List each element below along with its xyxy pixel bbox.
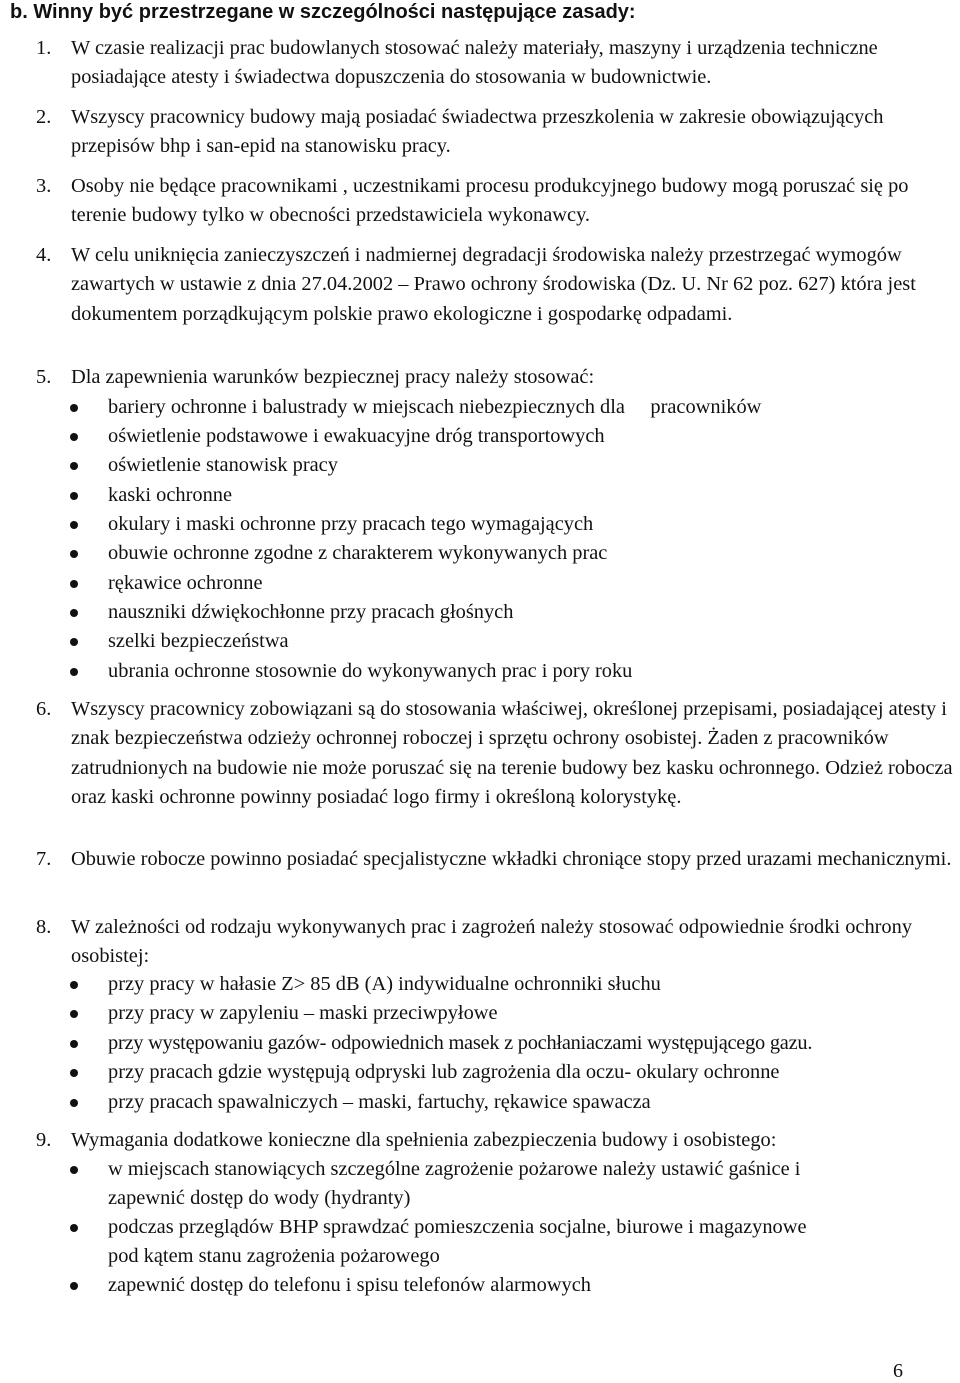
item-text: Obuwie robocze powinno posiadać specjalistyczne wkładki chroniące stopy przed urazami mechanicznymi.	[71, 848, 952, 870]
list-item-9	[36, 1126, 956, 1155]
item-text: Osoby nie będące pracownikami , uczestnikami procesu produkcyjnego budowy mogą poruszać się po terenie budowy tylko w obecności przedstawiciela wykonawcy.	[71, 175, 909, 227]
bullet-item	[70, 999, 956, 1028]
bullet-text: w miejscach stanowiących szczególne zagrożenie pożarowe należy ustawić gaśnice i zapewnić dostęp do wody (hydranty)	[108, 1158, 801, 1210]
bullet-dot-icon	[70, 404, 78, 412]
bullet-dot-icon	[70, 981, 78, 989]
item-number: 5.	[36, 366, 52, 388]
bullet-dot-icon	[70, 462, 78, 470]
item-text: W zależności od rodzaju wykonywanych prac i zagrożeń należy stosować odpowiednie środki ochrony osobistej:	[71, 916, 913, 968]
bullet-text: oświetlenie podstawowe i ewakuacyjne dróg transportowych	[108, 425, 605, 447]
bullet-dot-icon	[70, 580, 78, 588]
bullet-text: rękawice ochronne	[108, 572, 263, 594]
bullet-dot-icon	[70, 550, 78, 558]
item-text: Wszyscy pracownicy budowy mają posiadać świadectwa przeszkolenia w zakresie obowiązujących przepisów bhp i san-epid na stanowisku pracy.	[71, 106, 884, 158]
bullet-text: przy pracach gdzie występują odpryski lub zagrożenia dla oczu- okulary ochronne	[108, 1061, 780, 1083]
bullet-dot-icon	[70, 1040, 78, 1048]
bullet-text: podczas przeglądów BHP sprawdzać pomieszczenia socjalne, biurowe i magazynowe pod kątem stanu zagrożenia pożarowego	[108, 1216, 807, 1268]
item-number: 6.	[36, 698, 52, 720]
item-text: Wymagania dodatkowe konieczne dla spełnienia zabezpieczenia budowy i osobistego:	[71, 1129, 777, 1151]
list-item-6	[36, 695, 956, 812]
bullet-item	[70, 627, 956, 656]
bullet-text: zapewnić dostęp do telefonu i spisu telefonów alarmowych	[108, 1274, 592, 1296]
bullet-dot-icon	[70, 521, 78, 529]
bullet-dot-icon	[70, 1224, 78, 1232]
bullet-dot-icon	[70, 638, 78, 646]
item-number: 3.	[36, 175, 52, 197]
bullet-text: nauszniki dźwiękochłonne przy pracach głośnych	[108, 601, 514, 623]
item-text: Dla zapewnienia warunków bezpiecznej pracy należy stosować:	[71, 366, 595, 388]
bullet-text: szelki bezpieczeństwa	[108, 630, 289, 652]
bullet-item	[70, 539, 956, 568]
list-item-2	[36, 103, 956, 162]
bullet-item	[70, 510, 956, 539]
bullet-item	[70, 598, 956, 627]
bullet-text: obuwie ochronne zgodne z charakterem wykonywanych prac	[108, 542, 608, 564]
item-number: 4.	[36, 244, 52, 266]
bullet-item	[70, 1029, 956, 1058]
bullet-item	[70, 970, 956, 999]
bullet-item	[70, 1271, 956, 1300]
list-item-3	[36, 172, 956, 231]
item-text: Wszyscy pracownicy zobowiązani są do stosowania właściwej, określonej przepisami, posiadającej atesty i znak bezpieczeństwa odzieży ochronnej roboczej i sprzętu ochrony osobistej. Żaden z pracowników zatrudnionych na budowie nie może poruszać się na terenie budowy bez kasku ochronnego. Odzież robocza oraz kaski ochronne powinny posiadać logo firmy i określoną kolorystykę.	[71, 698, 953, 808]
page-number: 6	[893, 1360, 903, 1382]
bullet-text: ubrania ochronne stosownie do wykonywanych prac i pory roku	[108, 660, 633, 682]
section-heading: b. Winny być przestrzegane w szczególności następujące zasady:	[10, 1, 636, 23]
bullet-item	[70, 1088, 956, 1117]
bullet-text: przy występowaniu gazów- odpowiednich masek z pochłaniaczami występującego gazu.	[108, 1032, 813, 1054]
list-item-4	[36, 241, 956, 329]
bullet-text: oświetlenie stanowisk pracy	[108, 454, 338, 476]
bullet-text: okulary i maski ochronne przy pracach tego wymagających	[108, 513, 594, 535]
bullet-item	[70, 422, 956, 451]
bullet-dot-icon	[70, 492, 78, 500]
bullet-text: kaski ochronne	[108, 484, 233, 506]
item-number: 2.	[36, 106, 52, 128]
bullet-dot-icon	[70, 1010, 78, 1018]
bullet-item	[70, 657, 956, 686]
list-item-5	[36, 363, 956, 392]
bullet-dot-icon	[70, 609, 78, 617]
bullet-text: przy pracach spawalniczych – maski, fartuchy, rękawice spawacza	[108, 1091, 651, 1113]
item-text: W czasie realizacji prac budowlanych stosować należy materiały, maszyny i urządzenia techniczne posiadające atesty i świadectwa dopuszczenia do stosowania w budownictwie.	[71, 37, 878, 89]
item-text: W celu uniknięcia zanieczyszczeń i nadmiernej degradacji środowiska należy przestrzegać wymogów zawartych w ustawie z dnia 27.04.2002 – Prawo ochrony środowiska (Dz. U. Nr 62 poz. 627) która jest dokumentem porządkującym polskie prawo ekologiczne i gospodarkę odpadami.	[71, 244, 916, 325]
bullet-dot-icon	[70, 668, 78, 676]
item-number: 1.	[36, 37, 52, 59]
bullet-item	[70, 451, 956, 480]
bullet-item	[70, 1155, 810, 1214]
bullet-item	[70, 1213, 810, 1272]
bullet-text: przy pracy w hałasie Z> 85 dB (A) indywidualne ochronniki słuchu	[108, 973, 661, 995]
bullet-item	[70, 393, 956, 422]
bullet-dot-icon	[70, 1099, 78, 1107]
bullet-dot-icon	[70, 433, 78, 441]
bullet-text: przy pracy w zapyleniu – maski przeciwpyłowe	[108, 1002, 498, 1024]
bullet-text: bariery ochronne i balustrady w miejscach niebezpiecznych dla pracowników	[108, 396, 762, 418]
list-item-8	[36, 913, 956, 972]
list-item-1	[36, 34, 956, 93]
item-number: 7.	[36, 848, 52, 870]
bullet-item	[70, 481, 956, 510]
item-number: 9.	[36, 1129, 52, 1151]
list-item-7	[36, 845, 956, 874]
item-number: 8.	[36, 916, 52, 938]
bullet-item	[70, 1058, 956, 1087]
bullet-item	[70, 569, 956, 598]
bullet-dot-icon	[70, 1282, 78, 1290]
bullet-dot-icon	[70, 1166, 78, 1174]
bullet-dot-icon	[70, 1069, 78, 1077]
